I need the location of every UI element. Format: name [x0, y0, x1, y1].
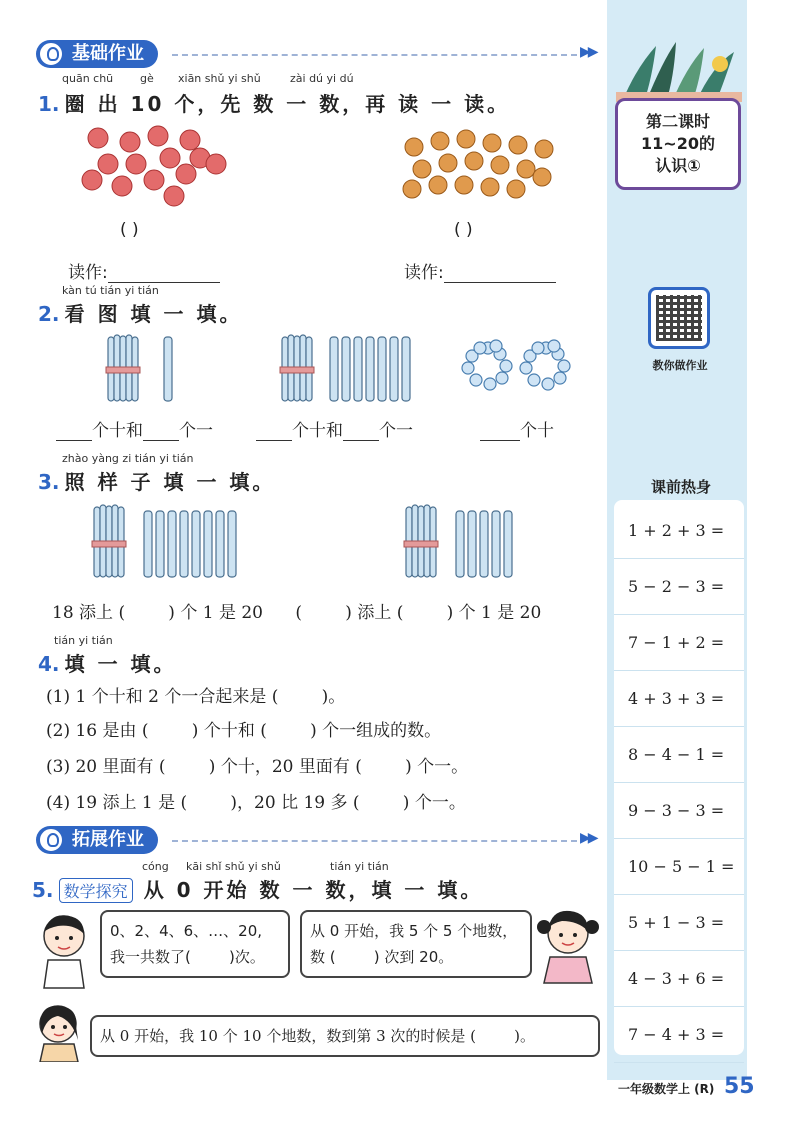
- q5-pinyin: kāi shǐ shǔ yi shǔ: [186, 860, 281, 873]
- section-basic-title: 基础作业: [72, 43, 144, 64]
- q4-item[interactable]: (3) 20 里面有 ( ) 个十，20 里面有 ( ) 个一。: [46, 757, 469, 777]
- lesson-title-line: 第二课时: [645, 112, 710, 131]
- q5-pinyin: tián yi tián: [330, 860, 389, 873]
- speech-bubble-girl-2[interactable]: 从 0 开始，我 10 个 10 个地数，数到第 3 次的时候是 ( )。: [90, 1015, 600, 1057]
- q3-fill-line[interactable]: 18 添上 ( ) 个 1 是 20 ( ) 添上 ( ) 个 1 是 20: [52, 603, 542, 623]
- stick-bundle-illustration: [274, 333, 424, 405]
- page-number: 55: [724, 1074, 755, 1099]
- lightbulb-icon: [38, 827, 64, 853]
- stick-bundle-illustration: [86, 503, 256, 581]
- q5-badge: 数学探究: [59, 878, 133, 903]
- q4-pinyin: tián yi tián: [54, 634, 113, 647]
- girl-avatar: [32, 1000, 88, 1062]
- q2-pinyin: kàn tú tián yi tián: [62, 284, 159, 297]
- lesson-title-line: 11~20的: [641, 134, 715, 153]
- warmup-equation[interactable]: 5 − 2 − 3 =: [614, 559, 744, 615]
- bubble-line: 从 0 开始，我 5 个 5 个地数，: [310, 922, 518, 940]
- section-extension-title: 拓展作业: [72, 829, 144, 850]
- q4-item[interactable]: (4) 19 添上 1 是 ( )，20 比 19 多 ( ) 个一。: [46, 793, 466, 813]
- double-arrow-icon: ▶▶: [580, 44, 596, 60]
- apple-group[interactable]: [78, 120, 228, 210]
- warmup-equation[interactable]: 7 − 1 + 2 =: [614, 615, 744, 671]
- q1-pinyin: gè: [140, 72, 154, 85]
- q1-pinyin: zài dú yi dú: [290, 72, 354, 85]
- warmup-equation[interactable]: 9 − 3 − 3 =: [614, 783, 744, 839]
- qr-pattern: [656, 295, 702, 341]
- stick-bundle-illustration: [398, 503, 528, 581]
- footer: [608, 1074, 758, 1104]
- q3-heading: [38, 466, 275, 495]
- read-as-answer-line[interactable]: [444, 265, 556, 283]
- lesson-title-line: 认识①: [655, 156, 701, 175]
- answer-line[interactable]: [143, 423, 179, 441]
- warmup-equation[interactable]: 4 − 3 + 6 =: [614, 951, 744, 1007]
- book-title: 一年级数学上 (R): [618, 1082, 715, 1096]
- answer-paren[interactable]: ( ): [120, 220, 139, 240]
- warmup-equation[interactable]: 8 − 4 − 1 =: [614, 727, 744, 783]
- q3-pinyin: zhào yàng zi tián yi tián: [62, 452, 194, 465]
- answer-line[interactable]: [343, 423, 379, 441]
- q5-heading: [32, 874, 483, 903]
- answer-line[interactable]: [256, 423, 292, 441]
- stick-bundle-illustration: [100, 333, 190, 405]
- bubble-line[interactable]: 数 ( ) 次到 20。: [310, 948, 454, 966]
- bubble-line[interactable]: 我一共数了( )次。: [110, 948, 265, 966]
- q4-heading: [38, 648, 177, 677]
- q2-fill-2: 个十和 个一: [256, 416, 413, 441]
- girl-avatar: [534, 905, 604, 985]
- q4-text: 填 一 填。: [64, 652, 177, 676]
- section-basic-header: [36, 40, 158, 68]
- warmup-equation[interactable]: 10 − 5 − 1 =: [614, 839, 744, 895]
- divider: [172, 54, 577, 56]
- speech-bubble-boy: [100, 910, 290, 978]
- warmup-equation[interactable]: 7 − 4 + 3 =: [614, 1007, 744, 1063]
- bubble-line: 0、2、4、6、…、20,: [110, 922, 263, 940]
- speech-bubble-girl: [300, 910, 532, 978]
- double-arrow-icon: ▶▶: [580, 830, 596, 846]
- q1-number: 1.: [38, 92, 60, 116]
- q1-pinyin: quān chū: [62, 72, 114, 85]
- q2-text: 看 图 填 一 填。: [64, 302, 243, 326]
- q3-number: 3.: [38, 470, 60, 494]
- q4-item[interactable]: (1) 1 个十和 2 个一合起来是 ( )。: [46, 687, 346, 707]
- read-as-label: 读作:: [404, 258, 556, 283]
- q2-heading: [38, 298, 242, 327]
- read-as-answer-line[interactable]: [108, 265, 220, 283]
- answer-paren[interactable]: ( ): [454, 220, 473, 240]
- qr-caption: 教你做作业: [652, 359, 708, 372]
- divider: [172, 840, 577, 842]
- answer-line[interactable]: [56, 423, 92, 441]
- q1-heading: [38, 88, 510, 117]
- warmup-equation[interactable]: 1 + 2 + 3 =: [614, 503, 744, 559]
- bead-rings-illustration: [460, 338, 580, 400]
- qr-code[interactable]: [648, 287, 710, 349]
- apple-icon: [82, 126, 226, 206]
- q2-fill-1: 个十和 个一: [56, 416, 213, 441]
- warmup-equation[interactable]: 4 + 3 + 3 =: [614, 671, 744, 727]
- boy-avatar: [36, 910, 98, 990]
- warmup-title: 课前热身: [650, 478, 711, 496]
- q1-text: 圈 出 10 个，先 数 一 数，再 读 一 读。: [64, 92, 511, 116]
- q5-text: 从 0 开始 数 一 数，填 一 填。: [143, 878, 484, 902]
- plant-decoration: [616, 38, 742, 102]
- q2-number: 2.: [38, 302, 60, 326]
- q4-item[interactable]: (2) 16 是由 ( ) 个十和 ( ) 个一组成的数。: [46, 721, 442, 741]
- q3-text: 照 样 子 填 一 填。: [64, 470, 276, 494]
- q2-fill-3: 个十: [480, 416, 554, 441]
- section-extension-header: [36, 826, 158, 854]
- q5-pinyin: cóng: [142, 860, 169, 873]
- lesson-title-card: [615, 98, 741, 190]
- orange-icon: [403, 130, 553, 198]
- read-as-label: 读作:: [68, 258, 220, 283]
- warmup-equation[interactable]: 5 + 1 − 3 =: [614, 895, 744, 951]
- orange-group[interactable]: [400, 125, 560, 205]
- q5-number: 5.: [32, 878, 54, 902]
- q4-number: 4.: [38, 652, 60, 676]
- lightbulb-icon: [38, 41, 64, 67]
- answer-line[interactable]: [480, 423, 520, 441]
- q1-pinyin: xiān shǔ yi shǔ: [178, 72, 261, 85]
